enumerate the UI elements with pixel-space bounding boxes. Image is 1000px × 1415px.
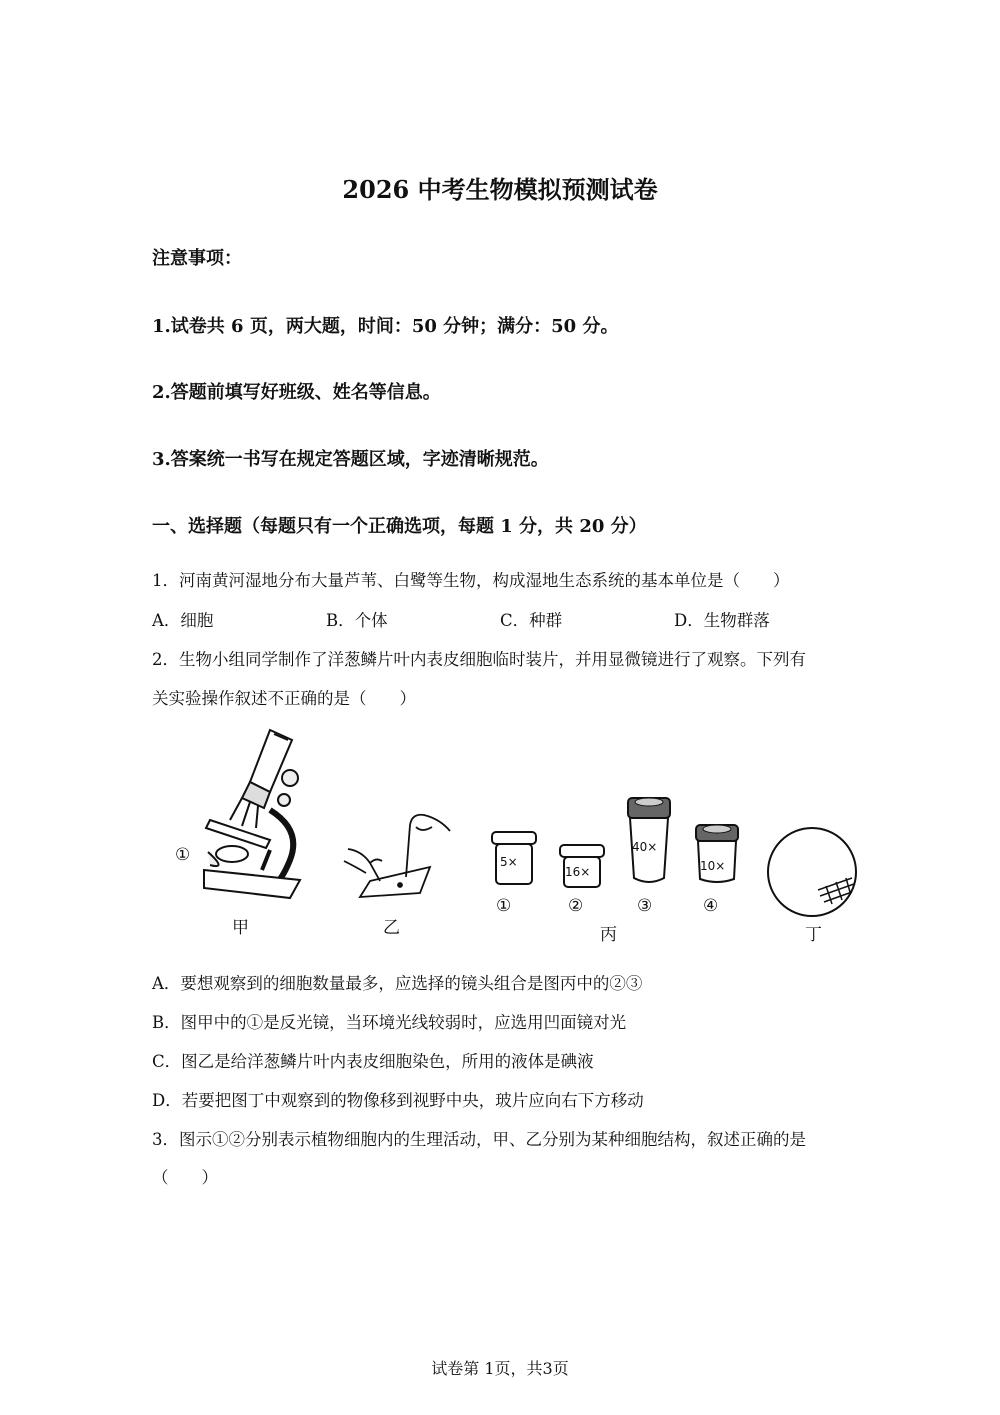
- lens-mark-1: 5×: [500, 855, 518, 869]
- q2-option-a: A．要想观察到的细胞数量最多，应选择的镜头组合是图丙中的②③: [152, 974, 643, 993]
- field-of-view-figure: [766, 826, 858, 918]
- figure-label-yi: 乙: [383, 918, 400, 938]
- lens-mark-2: 16×: [565, 865, 591, 879]
- notice-heading: 注意事项：: [152, 248, 242, 269]
- question-1-stem: 1．河南黄河湿地分布大量芦苇、白鹭等生物，构成湿地生态系统的基本单位是（ ）: [152, 571, 790, 590]
- page-title: 2026 中考生物模拟预测试卷: [342, 175, 658, 204]
- figure-label-ding: 丁: [805, 925, 822, 945]
- q1-option-c: C．种群: [500, 611, 563, 630]
- lens-number-2: ②: [568, 896, 584, 916]
- question-2-stem-line1: 2．生物小组同学制作了洋葱鳞片叶内表皮细胞临时装片，并用显微镜进行了观察。下列有: [152, 650, 806, 669]
- microscope-figure: [170, 720, 310, 905]
- marker-reflector: ①: [175, 845, 191, 865]
- notice-item: 1.试卷共 6 页，两大题，时间：50 分钟；满分：50 分。: [152, 316, 619, 337]
- page-footer: 试卷第 1页，共3页: [431, 1359, 569, 1378]
- q1-option-a: A．细胞: [152, 611, 214, 630]
- q2-option-b: B．图甲中的①是反光镜，当环境光线较弱时，应选用凹面镜对光: [152, 1013, 627, 1032]
- lens-number-4: ④: [703, 896, 719, 916]
- lens-number-3: ③: [637, 896, 653, 916]
- notice-item: 2.答题前填写好班级、姓名等信息。: [152, 382, 441, 403]
- q1-option-b: B．个体: [326, 611, 388, 630]
- lens-mark-3: 40×: [632, 840, 658, 854]
- lens-number-1: ①: [496, 896, 512, 916]
- question-3-stem-line1: 3．图示①②分别表示植物细胞内的生理活动，甲、乙分别为某种细胞结构，叙述正确的是: [152, 1130, 806, 1149]
- q1-option-d: D．生物群落: [674, 611, 770, 630]
- q2-option-c: C．图乙是给洋葱鳞片叶内表皮细胞染色，所用的液体是碘液: [152, 1052, 594, 1071]
- question-2-stem-line2: 关实验操作叙述不正确的是（ ）: [152, 689, 416, 708]
- figure-label-bing: 丙: [600, 925, 617, 945]
- lens-mark-4: 10×: [700, 859, 726, 873]
- lens-objective-10x: [692, 823, 742, 887]
- section-heading: 一、选择题（每题只有一个正确选项，每题 1 分，共 20 分）: [152, 516, 647, 537]
- staining-figure: [340, 805, 455, 900]
- q2-option-d: D．若要把图丁中观察到的物像移到视野中央，玻片应向右下方移动: [152, 1091, 644, 1110]
- notice-item: 3.答案统一书写在规定答题区域，字迹清晰规范。: [152, 449, 549, 470]
- question-3-stem-line2: （ ）: [152, 1168, 218, 1187]
- figure-label-jia: 甲: [232, 918, 249, 938]
